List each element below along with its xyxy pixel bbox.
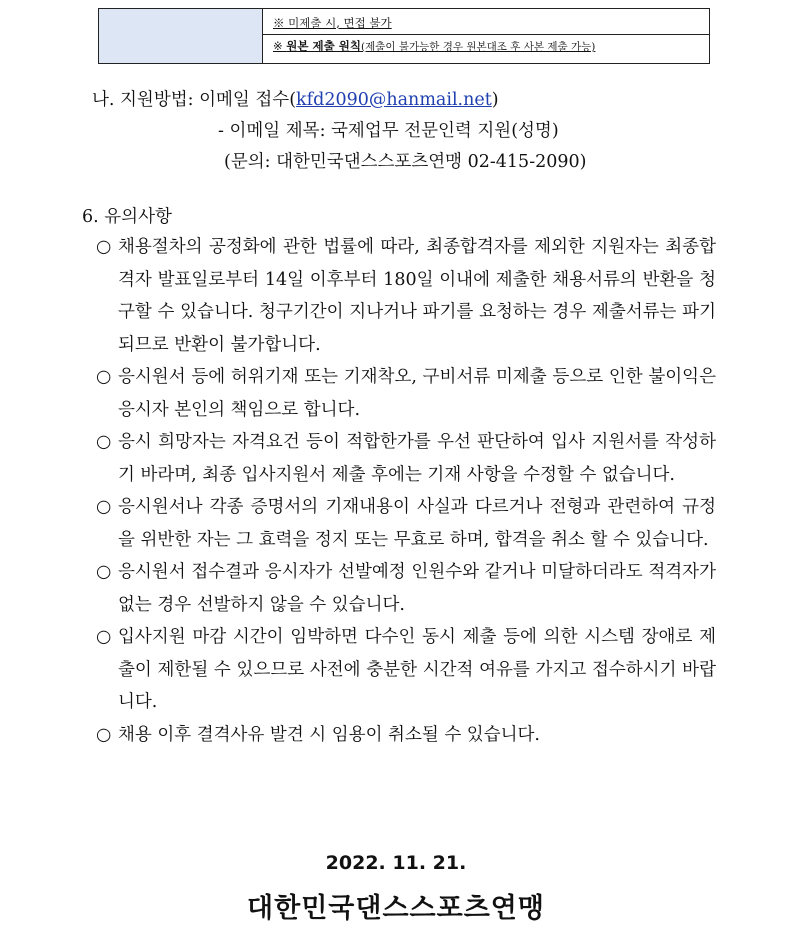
note-interview: ※ 미제출 시, 면접 불가 [263, 12, 709, 35]
bullet-circle-icon: ○ [96, 237, 112, 257]
requirements-table [98, 8, 710, 64]
bullet-circle-icon: ○ [96, 627, 112, 647]
inquiry-contact: (문의: 대한민국댄스스포츠연맹 02-415-2090) [224, 152, 587, 172]
email-link[interactable]: kfd2090@hanmail.net [296, 90, 492, 110]
bullet-circle-icon: ○ [96, 497, 112, 517]
list-item: ○ 채용절차의 공정화에 관한 법률에 따라, 최종합격자를 제외한 지원자는 최종합격자 발표일로부터 14일 이후부터 180일 이내에 제출한 채용서류의 반환을 청구할 수 있습니다. 청구기간이 지나거나 파기를 요청하는 경우 제출서류는 파기되므로 반환이 불가합니다. [96, 231, 716, 361]
list-item: ○ 응시 희망자는 자격요건 등이 적합한가를 우선 판단하여 입사 지원서를 작성하기 바라며, 최종 입사지원서 제출 후에는 기재 사항을 수정할 수 없습니다. [96, 426, 716, 491]
application-method: 나. 지원방법: 이메일 접수(kfd2090@hanmail.net) [92, 90, 499, 110]
bullet-circle-icon: ○ [96, 367, 112, 387]
organization-name: 대한민국댄스스포츠연맹 [247, 893, 545, 924]
table-notes-cell [263, 9, 709, 63]
list-item: ○ 응시원서 등에 허위기재 또는 기재착오, 구비서류 미제출 등으로 인한 불이익은 응시자 본인의 책임으로 합니다. [96, 361, 716, 426]
list-item: ○ 입사지원 마감 시간이 임박하면 다수인 동시 제출 등에 의한 시스템 장애로 제출이 제한될 수 있으므로 사전에 충분한 시간적 여유를 가지고 접수하시기 바랍니다. [96, 621, 716, 719]
document-date: 2022. 11. 21. [325, 852, 467, 874]
email-subject: - 이메일 제목: 국제업무 전문인력 지원(성명) [218, 121, 559, 141]
notice-list [96, 231, 716, 751]
table-label-cell [99, 9, 263, 63]
bullet-circle-icon: ○ [96, 562, 112, 582]
note-original-submission: ※ 원본 제출 원칙(제출이 불가능한 경우 원본대조 후 사본 제출 가능) [273, 39, 596, 53]
list-item: ○ 응시원서 접수결과 응시자가 선발예정 인원수와 같거나 미달하더라도 적격자가 없는 경우 선발하지 않을 수 있습니다. [96, 556, 716, 621]
list-item: ○ 채용 이후 결격사유 발견 시 임용이 취소될 수 있습니다. [96, 719, 716, 752]
list-item: ○ 응시원서나 각종 증명서의 기재내용이 사실과 다르거나 전형과 관련하여 규정을 위반한 자는 그 효력을 정지 또는 무효로 하며, 합격을 취소 할 수 있습니다. [96, 491, 716, 556]
section-title: 6. 유의사항 [82, 207, 172, 227]
bullet-circle-icon: ○ [96, 724, 112, 745]
bullet-circle-icon: ○ [96, 432, 112, 452]
